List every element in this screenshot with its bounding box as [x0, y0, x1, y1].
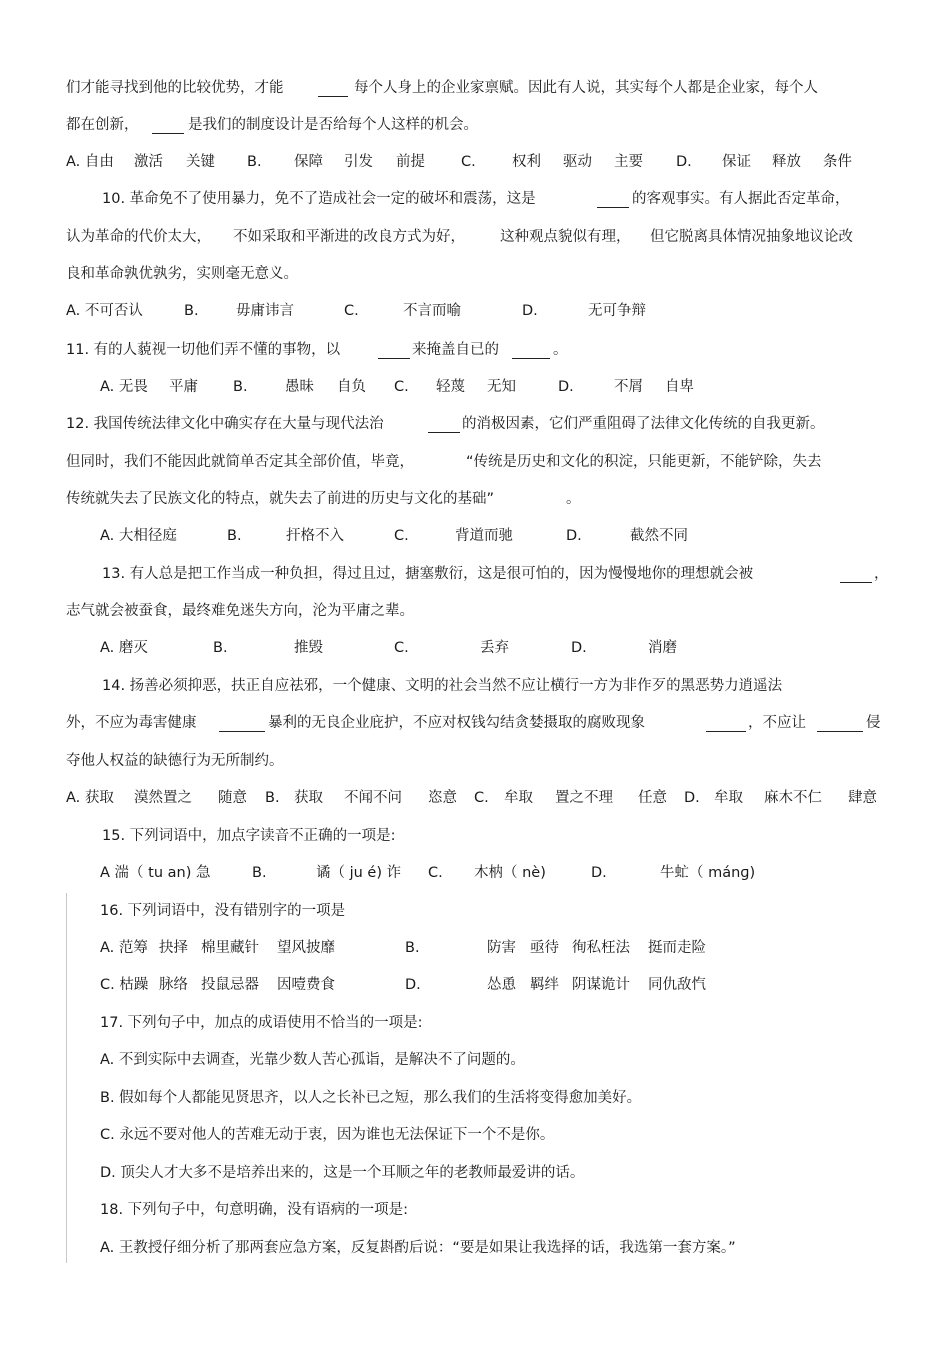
option: C. [394, 528, 409, 544]
text-line: “传统是历史和文化的积淀，只能更新，不能铲除，失去 [466, 454, 822, 470]
option: C. [428, 865, 443, 881]
option: C. [394, 379, 409, 395]
option: B. [247, 154, 262, 170]
option: 无知 [487, 379, 516, 395]
option: 因噎费食 [277, 977, 335, 993]
option: 毋庸讳言 [236, 303, 294, 319]
option: 木枘（ nè) [474, 865, 546, 881]
option: B. [252, 865, 267, 881]
option: 牟取 [504, 790, 533, 806]
option: A 湍（ tu an) 急 [100, 865, 211, 881]
text-line: 传统就失去了民族文化的特点，就失去了前进的历史与文化的基础” [66, 491, 495, 507]
option: C. 永远不要对他人的苦难无动于衷，因为谁也无法保证下一个不是你。 [100, 1127, 555, 1143]
option: B. [233, 379, 248, 395]
text-line: 不如采取和平渐进的改良方式为好， [233, 229, 465, 245]
option: 任意 [638, 790, 667, 806]
text-line: 暴利的无良企业庇护，不应对权钱勾结贪婪摄取的腐败现象 [268, 715, 645, 731]
text-line: 每个人身上的企业家禀赋。因此有人说，其实每个人都是企业家，每个人 [354, 80, 818, 96]
option: D. [558, 379, 574, 395]
text-line: 侵 [866, 715, 881, 731]
option: D. [571, 640, 587, 656]
option: A. 无畏 [100, 379, 148, 395]
text-line: 良和革命孰优孰劣，实则毫无意义。 [66, 266, 298, 282]
option: 徇私枉法 [572, 940, 630, 956]
option: 抉择 [159, 940, 188, 956]
option: 漠然置之 [134, 790, 192, 806]
option: 牟取 [714, 790, 743, 806]
option: 保证 [722, 154, 751, 170]
option: 肆意 [848, 790, 877, 806]
option: 望风披靡 [277, 940, 335, 956]
option: 释放 [772, 154, 801, 170]
option: 亟待 [530, 940, 559, 956]
option: 防害 [487, 940, 516, 956]
option: 麻木不仁 [764, 790, 822, 806]
option: D. [676, 154, 692, 170]
option: A. 获取 [66, 790, 114, 806]
text-line: 的消极因素，它们严重阻碍了法律文化传统的自我更新。 [462, 416, 825, 432]
option: C. [474, 790, 489, 806]
answer-blank [219, 717, 265, 732]
option: A. 自由 [66, 154, 114, 170]
option: 前提 [396, 154, 425, 170]
question-10: 10. 革命免不了使用暴力，免不了造成社会一定的破坏和震荡，这是 [102, 191, 536, 207]
text-line: ， [874, 566, 889, 582]
answer-blank [840, 568, 872, 583]
option: A. 不可否认 [66, 303, 143, 319]
option: C. [461, 154, 476, 170]
option: 阴谋诡计 [572, 977, 630, 993]
option: B. [227, 528, 242, 544]
option: D. [566, 528, 582, 544]
option: 不屑 [614, 379, 643, 395]
option: 不言而喻 [403, 303, 461, 319]
answer-blank [512, 344, 550, 359]
option: 保障 [294, 154, 323, 170]
option: D. [405, 977, 421, 993]
option: A. 不到实际中去调查，光靠少数人苦心孤诣，是解决不了问题的。 [100, 1052, 525, 1068]
option: C. [344, 303, 359, 319]
text-line: 外，不应为毒害健康 [66, 715, 197, 731]
option: 丢弃 [480, 640, 509, 656]
option: D. [684, 790, 700, 806]
answer-blank [597, 193, 629, 208]
answer-blank [318, 82, 348, 97]
option: 同仇敌忾 [648, 977, 706, 993]
text-line: 的客观事实。有人据此否定革命， [632, 191, 850, 207]
option: C. [394, 640, 409, 656]
option: 羁绊 [530, 977, 559, 993]
text-line: 这种观点貌似有理， [500, 229, 631, 245]
option: 引发 [344, 154, 373, 170]
option: 愚昧 [285, 379, 314, 395]
text-line: 。 [566, 491, 581, 507]
option: 条件 [823, 154, 852, 170]
answer-blank [706, 717, 746, 732]
text-line: 但它脱离具体情况抽象地议论改 [650, 229, 853, 245]
option: 自卑 [665, 379, 694, 395]
option: A. 王教授仔细分析了那两套应急方案，反复斟酌后说：“要是如果让我选择的话，我选第一套方案。” [100, 1240, 736, 1256]
option: 谲（ ju é) 诈 [316, 865, 402, 881]
text-line: 是我们的制度设计是否给每个人这样的机会。 [188, 117, 478, 133]
option: B. 假如每个人都能见贤思齐，以人之长补已之短，那么我们的生活将变得愈加美好。 [100, 1090, 642, 1106]
option: 获取 [294, 790, 323, 806]
text-line: ，不应让 [748, 715, 806, 731]
option: 置之不理 [555, 790, 613, 806]
option: 轻蔑 [436, 379, 465, 395]
option: B. [265, 790, 280, 806]
option: A. 范筹 [100, 940, 148, 956]
answer-blank [152, 119, 184, 134]
text-line: 志气就会被蚕食，最终难免迷失方向，沦为平庸之辈。 [66, 603, 414, 619]
option: B. [184, 303, 199, 319]
question-13: 13. 有人总是把工作当成一种负担，得过且过，搪塞敷衍，这是很可怕的，因为慢慢地你的理想就会被 [102, 566, 754, 582]
option: 挺而走险 [648, 940, 706, 956]
option: 权利 [512, 154, 541, 170]
option: B. [213, 640, 228, 656]
text-line: 来掩盖自已的 [412, 342, 499, 358]
answer-blank [817, 717, 863, 732]
question-15: 15. 下列词语中，加点字读音不正确的一项是: [102, 828, 396, 844]
option: A. 磨灭 [100, 640, 148, 656]
option: 不闻不问 [344, 790, 402, 806]
option: 脉络 [159, 977, 188, 993]
text-line: 都在创新， [66, 117, 139, 133]
question-17: 17. 下列句子中，加点的成语使用不恰当的一项是: [100, 1015, 423, 1031]
option: 自负 [337, 379, 366, 395]
option: 驱动 [563, 154, 592, 170]
option: 怂恿 [487, 977, 516, 993]
option: 牛虻（ mánɡ) [660, 865, 756, 881]
question-16: 16. 下列词语中，没有错别字的一项是 [100, 903, 346, 919]
option: D. [522, 303, 538, 319]
answer-blank [378, 344, 410, 359]
option: A. 大相径庭 [100, 528, 177, 544]
option: 棉里藏针 [201, 940, 259, 956]
option: B. [405, 940, 420, 956]
text-line: 们才能寻找到他的比较优势，才能 [66, 80, 284, 96]
answer-blank [428, 418, 460, 433]
question-12: 12. 我国传统法律文化中确实存在大量与现代法治 [66, 416, 384, 432]
option: 扞格不入 [286, 528, 344, 544]
option: D. 顶尖人才大多不是培养出来的，这是一个耳顺之年的老教师最爱讲的话。 [100, 1165, 585, 1181]
text-line: 认为革命的代价太大， [66, 229, 211, 245]
option: C. 枯躁 [100, 977, 149, 993]
option: 主要 [614, 154, 643, 170]
option: 激活 [134, 154, 163, 170]
question-11: 11. 有的人藐视一切他们弄不懂的事物，以 [66, 342, 341, 358]
option: 平庸 [169, 379, 198, 395]
option: 随意 [218, 790, 247, 806]
question-14: 14. 扬善必须抑恶，扶正自应祛邪，一个健康、文明的社会当然不应让横行一方为非作歹的黑恶势力逍遥法 [102, 678, 783, 694]
option: 恣意 [428, 790, 457, 806]
option: 截然不同 [630, 528, 688, 544]
text-line: 夺他人权益的缺德行为无所制约。 [66, 753, 284, 769]
option: D. [591, 865, 607, 881]
text-line: 但同时，我们不能因此就简单否定其全部价值，毕竟， [66, 454, 414, 470]
text-line: 。 [553, 342, 568, 358]
option: 投鼠忌器 [201, 977, 259, 993]
question-18: 18. 下列句子中，句意明确，没有语病的一项是: [100, 1202, 409, 1218]
option: 消磨 [648, 640, 677, 656]
margin-line [66, 893, 67, 1263]
option: 背道而驰 [455, 528, 513, 544]
option: 关键 [186, 154, 215, 170]
option: 推毁 [294, 640, 323, 656]
option: 无可争辩 [588, 303, 646, 319]
